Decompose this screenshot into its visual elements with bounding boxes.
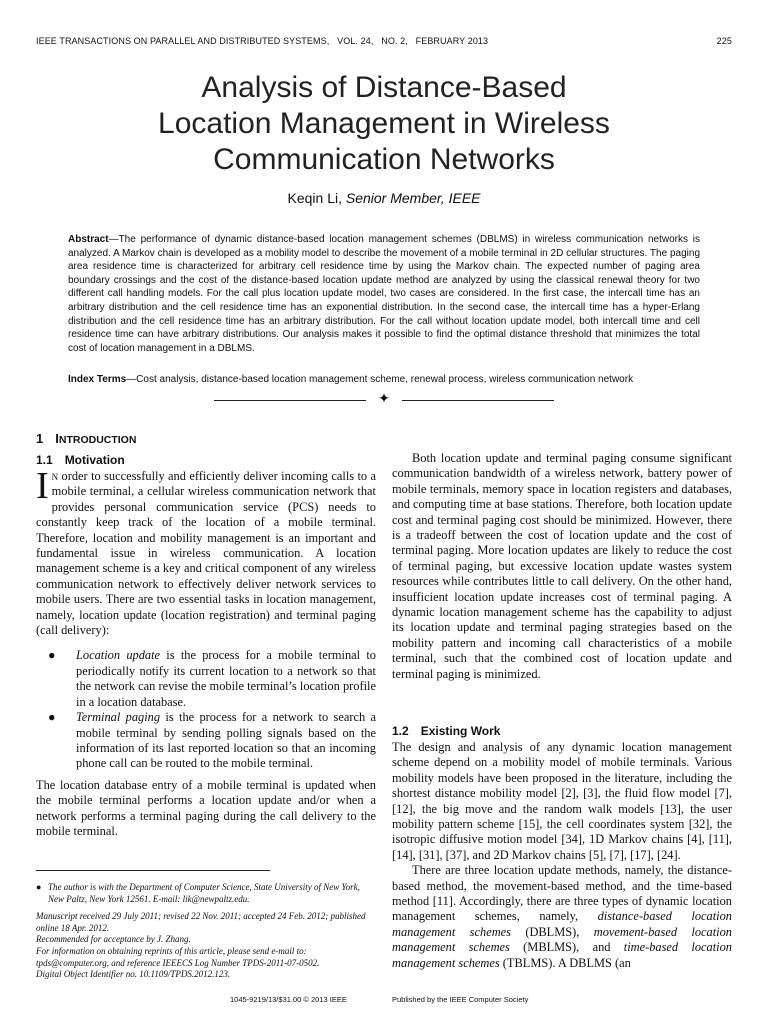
bullet-icon: ● bbox=[48, 648, 56, 663]
publisher-footer: Published by the IEEE Computer Society bbox=[392, 995, 529, 1004]
bullet-text: is the process for a mobile terminal to periodically notify its current location to a network so that the network can revise the mobile terminal’s location profile in a location database. bbox=[76, 648, 376, 709]
italic-term: movement-based location management schemes bbox=[392, 924, 732, 955]
title-line: Communication Networks bbox=[213, 143, 555, 176]
subsection-number: 1.2 bbox=[392, 724, 409, 738]
section-title-rest: NTRODUCTION bbox=[58, 434, 137, 446]
author-footnote bbox=[36, 882, 378, 905]
footnote-line: Digital Object Identifier no. 10.1109/TPDS.2012.123. bbox=[36, 969, 231, 980]
bullet-term: Terminal paging bbox=[76, 710, 161, 725]
list-item bbox=[36, 648, 376, 710]
paragraph bbox=[392, 863, 732, 971]
bullet-icon: ● bbox=[36, 882, 42, 892]
drop-cap: I bbox=[36, 465, 49, 507]
intro-first-word: n bbox=[51, 469, 59, 483]
bullet-text: is the process for a network to search a mobile terminal by sending polling signals based on the information of its last reported location so that an incoming phone call can be routed to the mobile terminal. bbox=[76, 710, 376, 771]
italic-term: time-based location management schemes bbox=[392, 940, 733, 970]
page-number: 225 bbox=[716, 36, 732, 46]
abstract-label: Abstract bbox=[68, 234, 109, 245]
right-column-top bbox=[392, 451, 732, 682]
paragraph: The design and analysis of any dynamic location management scheme depend on a mobility model of mobile terminals. Various mobility models have been proposed in the literature, including the shortest distance mobility model [2], [3], the fluid flow model [7], [12], the big move and the random walk models [13], the user mobility pattern scheme [15], the cell coordinates system [32], the isotropic diffusive motion model [34], 1D Markov chains [4], [11], [14], [31], [37], and 2D Markov chains [5], [7], [17], [24]. bbox=[392, 740, 732, 862]
bullet-list bbox=[36, 648, 376, 771]
section-heading-introduction bbox=[36, 431, 136, 448]
separator-diamond-icon: ✦ bbox=[378, 392, 390, 407]
footnote-line: For information on obtaining reprints of this article, please send e-mail to: tpds@computer.org, and reference IEEECS Log Number TPDS-2011-07-0502. bbox=[36, 945, 320, 968]
subsection-number: 1.1 bbox=[36, 453, 53, 467]
bullet-term: Location update bbox=[76, 648, 161, 663]
title-line: Analysis of Distance-Based bbox=[201, 71, 567, 104]
paragraph: Both location update and terminal paging consume significant communication bandwidth of a wireless network, battery power of mobile terminals, memory space in location registers and databases, and computing time at base stations. Therefore, both location update cost and terminal paging cost should be minimized. However, there is a tradeoff between the cost of location update and the cost of terminal paging. More location updates are likely to reduce the cost of terminal paging, but excessive location update wastes system resources while contributes little to call delivery. On the other hand, insufficient location update increases cost of terminal paging. A dynamic location management scheme has the capability to adjust its location update and terminal paging strategies based on the mobility pattern and incoming call characteristics of a mobile terminal, such that the combined cost of location update and terminal paging is minimized. bbox=[392, 451, 732, 681]
subsection-heading-motivation bbox=[36, 452, 125, 468]
title-line: Location Management in Wireless bbox=[158, 107, 610, 140]
index-terms bbox=[68, 373, 708, 387]
text-run: (TBLMS). A DBLMS (an bbox=[499, 955, 631, 970]
footnote-line: Manuscript received 29 July 2011; revised 22 Nov. 2011; accepted 24 Feb. 2012; published online 18 Apr. 2012. bbox=[36, 911, 366, 933]
section-title-initial: I bbox=[55, 431, 59, 446]
footnote-rule bbox=[36, 870, 270, 871]
list-item bbox=[36, 710, 376, 772]
text-run: There are three location update methods, namely, the distance-based method, the movement-based method, and the time-based method [11]. Accordingly, there are three types of dynamic location management schemes, namely, bbox=[392, 863, 732, 924]
copyright-footer: 1045-9219/13/$31.00 © 2013 IEEE bbox=[230, 995, 347, 1004]
left-column bbox=[36, 465, 376, 839]
journal-header: IEEE TRANSACTIONS ON PARALLEL AND DISTRIBUTED SYSTEMS, VOL. 24, NO. 2, FEBRUARY 2013 bbox=[36, 36, 489, 46]
subsection-title: Motivation bbox=[64, 453, 125, 467]
author-line bbox=[0, 190, 768, 206]
paper-title bbox=[60, 70, 708, 178]
index-terms-text: —Cost analysis, distance-based location management scheme, renewal process, wireless communication network bbox=[126, 374, 634, 385]
text-run: (MBLMS), and bbox=[509, 940, 624, 955]
footnotes bbox=[36, 882, 378, 981]
author-affiliation: Senior Member, IEEE bbox=[345, 190, 481, 206]
footnote-line: Recommended for acceptance by J. Zhang. bbox=[36, 934, 191, 945]
intro-paragraph bbox=[36, 465, 376, 638]
running-header bbox=[36, 36, 732, 50]
index-terms-label: Index Terms bbox=[68, 374, 127, 385]
abstract-text: —The performance of dynamic distance-based location management schemes (DBLMS) in wireless communication networks is analyzed. A Markov chain is developed as a mobility model to describe the movement of a mobile terminal in 2D cellular structures. The paging area residence time is characterized for arbitrary cell residence time by using the Markov chain. The expected number of paging area boundary crossings and the cost of the distance-based location update method are analyzed by using the classical renewal theory for two different call handling models. For the call plus location update model, two cases are considered. In the first case, the intercall time has an arbitrary distribution and the cell residence time has an exponential distribution. In the second case, the intercall time has a hyper-Erlang distribution and the cell residence time has an arbitrary distribution. For the call without location update model, both intercall time and cell residence time can have arbitrary distributions. Our analysis makes it possible to find the optimal distance threshold that minimizes the total cost of location management in a DBLMS. bbox=[68, 234, 700, 354]
author-name: Keqin Li, bbox=[287, 190, 342, 206]
separator-rule-left bbox=[214, 400, 366, 401]
bullet-icon: ● bbox=[48, 710, 56, 725]
text-run: (DBLMS), bbox=[510, 924, 594, 939]
right-column-bottom bbox=[392, 740, 732, 971]
footnote-text: The author is with the Department of Computer Science, State University of New York, New Paltz, New York 12561. E-mail: lik@newpaltz.edu. bbox=[48, 882, 360, 904]
section-number: 1 bbox=[36, 431, 44, 446]
intro-text: order to successfully and efficiently deliver incoming calls to a mobile terminal, a cellular wireless communication network that provides personal communication service (PCS) needs to constantly keep track of the location of a mobile terminal. Therefore, location and mobility management is an important and fundamental issue in wireless communication. A location management scheme is a key and critical component of any wireless communication network to effectively deliver network services to mobile users. There are two essential tasks in location management, namely, location update (location registration) and terminal paging (call delivery): bbox=[36, 469, 376, 638]
abstract bbox=[68, 233, 700, 355]
italic-term: distance-based location management schemes bbox=[392, 909, 732, 939]
subsection-title: Existing Work bbox=[420, 724, 501, 738]
subsection-heading-existing-work bbox=[392, 723, 500, 739]
closing-paragraph: The location database entry of a mobile terminal is updated when the mobile terminal performs a location update and/or when a network performs a terminal paging during the call delivery to the mobile terminal. bbox=[36, 777, 376, 838]
separator-rule-right bbox=[402, 400, 554, 401]
